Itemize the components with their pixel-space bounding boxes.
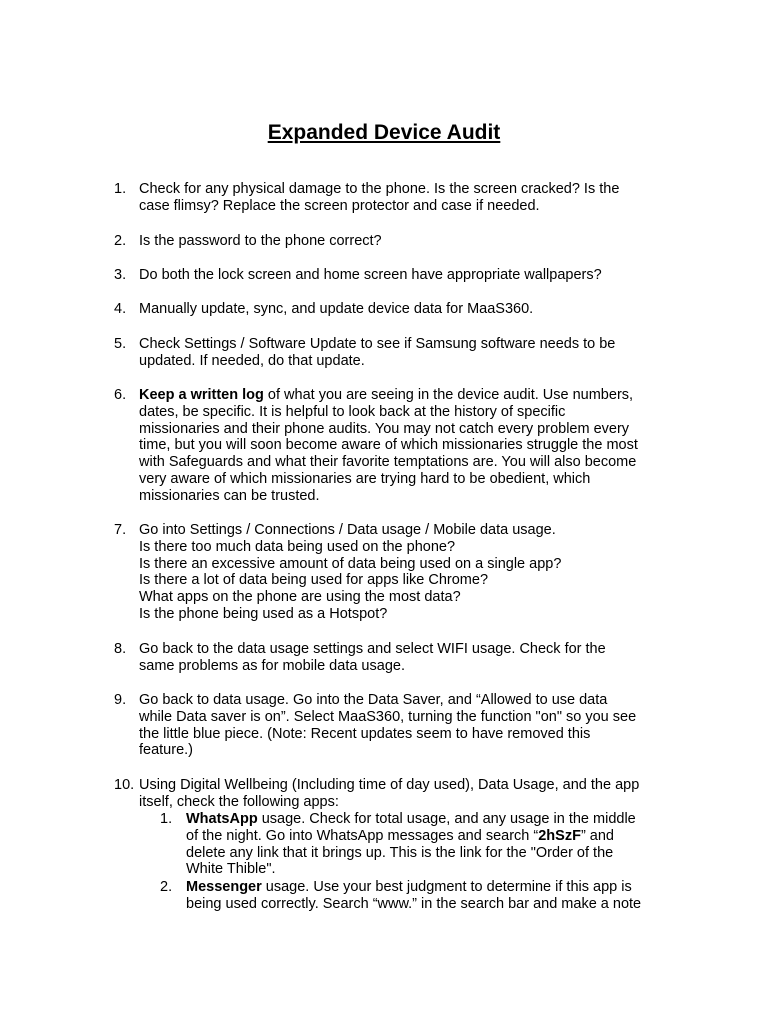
list-item: [114, 522, 694, 623]
list-item: [114, 336, 694, 370]
page-title: Expanded Device Audit: [267, 121, 501, 144]
item-number: 4.: [114, 301, 127, 317]
item-number: 7.: [114, 522, 127, 538]
item-line: itself, check the following apps:: [139, 793, 339, 810]
sub-item-number: 2.: [160, 879, 173, 895]
list-item: [114, 641, 694, 675]
item-line-text: of the night. Go into WhatsApp messages and search “: [186, 827, 539, 844]
item-line: same problems as for mobile data usage.: [139, 657, 405, 674]
item-line: while Data saver is on”. Select MaaS360, turning the function "on" so you see: [139, 708, 637, 725]
item-line: Manually update, sync, and update device data for MaaS360.: [139, 301, 534, 317]
item-line: White Thible".: [186, 861, 276, 878]
item-line: missionaries and their phone audits. You may not catch every problem every: [139, 420, 630, 437]
item-line: Go back to the data usage settings and select WIFI usage. Check for the: [139, 641, 606, 657]
item-number: 2.: [114, 233, 127, 249]
sub-list-item: [160, 879, 680, 913]
list-item: [114, 692, 694, 759]
item-line: missionaries can be trusted.: [139, 487, 320, 504]
item-line: [186, 879, 680, 896]
list-item: [114, 387, 694, 505]
sub-item-number: 1.: [160, 811, 173, 827]
item-number: 1.: [114, 181, 127, 197]
item-line: What apps on the phone are using the most data?: [139, 589, 461, 606]
app-name: Messenger: [186, 879, 262, 895]
item-number: 8.: [114, 641, 127, 657]
search-code: 2hSzF: [538, 827, 581, 844]
item-line: Is the phone being used as a Hotspot?: [139, 605, 388, 622]
list-item: [114, 233, 694, 250]
item-line: [186, 828, 680, 845]
item-line: Is the password to the phone correct?: [139, 233, 382, 249]
list-item: [114, 777, 694, 811]
item-line: dates, be specific. It is helpful to look back at the history of specific: [139, 403, 566, 420]
item-line: time, but you will soon become aware of which missionaries struggle the most: [139, 437, 638, 454]
item-line: Do both the lock screen and home screen have appropriate wallpapers?: [139, 267, 602, 283]
item-line: feature.): [139, 742, 193, 759]
item-line: Is there an excessive amount of data being used on a single app?: [139, 555, 562, 572]
item-line: delete any link that it brings up. This is the link for the "Order of the: [186, 844, 614, 861]
item-number: 6.: [114, 387, 127, 403]
item-line: updated. If needed, do that update.: [139, 352, 365, 369]
item-number: 3.: [114, 267, 127, 283]
item-line: [139, 387, 694, 404]
item-line: very aware of which missionaries are trying hard to be obedient, which: [139, 470, 591, 487]
item-line-text: ” and: [580, 827, 614, 844]
item-line-text: usage. Use your best judgment to determine if this app is: [261, 879, 632, 895]
list-item: [114, 301, 694, 318]
item-line: case flimsy? Replace the screen protector and case if needed.: [139, 197, 540, 214]
emphasis-text: Keep a written log: [139, 387, 264, 403]
list-item: [114, 267, 694, 284]
item-line-text: usage. Check for total usage, and any usage in the middle: [257, 811, 636, 827]
item-line: Check for any physical damage to the phone. Is the screen cracked? Is the: [139, 181, 620, 197]
item-line: the little blue piece. (Note: Recent updates seem to have removed this: [139, 725, 591, 742]
item-line: Go into Settings / Connections / Data usage / Mobile data usage.: [139, 522, 556, 538]
item-line: Using Digital Wellbeing (Including time of day used), Data Usage, and the app: [139, 777, 640, 793]
app-name: WhatsApp: [186, 811, 258, 827]
list-item: [114, 181, 694, 215]
item-line: Is there too much data being used on the phone?: [139, 538, 456, 555]
item-line: [186, 811, 680, 828]
item-line: Check Settings / Software Update to see if Samsung software needs to be: [139, 336, 616, 352]
item-number: 10.: [114, 777, 135, 793]
item-line: Go back to data usage. Go into the Data Saver, and “Allowed to use data: [139, 692, 608, 708]
sub-list-item: [160, 811, 680, 878]
item-line: Is there a lot of data being used for apps like Chrome?: [139, 572, 489, 589]
item-number: 5.: [114, 336, 127, 352]
item-number: 9.: [114, 692, 127, 708]
item-line: being used correctly. Search “www.” in the search bar and make a note: [186, 895, 642, 912]
item-line: with Safeguards and what their favorite temptations are. You will also become: [139, 454, 637, 471]
item-line-text: of what you are seeing in the device audit. Use numbers,: [263, 387, 634, 403]
